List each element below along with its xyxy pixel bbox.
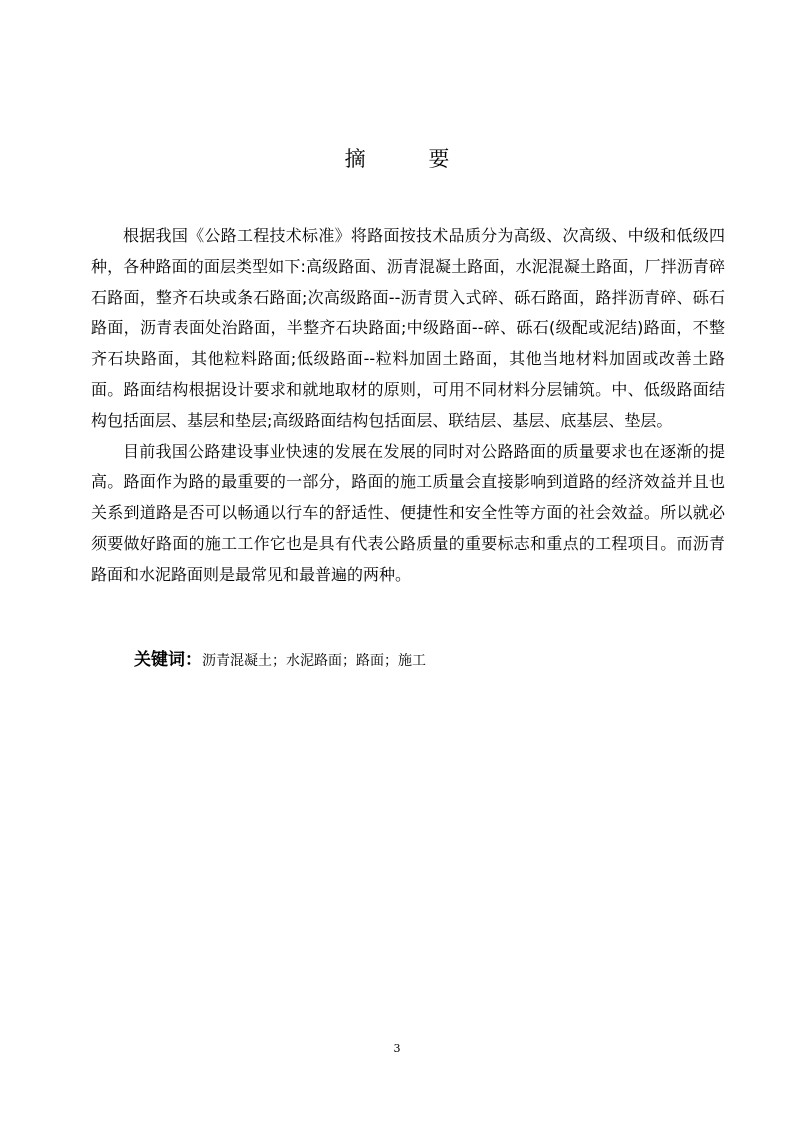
page-number: 3 (393, 1042, 401, 1055)
abstract-paragraph-2: 目前我国公路建设事业快速的发展在发展的同时对公路路面的质量要求也在逐渐的提高。路面作为路的最重要的一部分，路面的施工质量会直接影响到道路的经济效益并且也关系到道路是否可以畅通以行车的舒适性、便捷性和安全性等方面的社会效益。所以就必须要做好路面的施工工作它也是具有代表公路质量的重要标志和重点的工程项目。而沥青路面和水泥路面则是最常见和最普遍的两种。 (91, 441, 725, 584)
keywords-line (134, 647, 426, 674)
keywords-text: 沥青混凝土；水泥路面；路面；施工 (202, 653, 426, 669)
abstract-body (91, 221, 725, 591)
page-title: 摘 要 (344, 147, 478, 171)
abstract-paragraph-1: 根据我国《公路工程技术标准》将路面按技术品质分为高级、次高级、中级和低级四种，各种路面的面层类型如下:高级路面、沥青混凝土路面，水泥混凝土路面，厂拌沥青碎石路面，整齐石块或条石路面;次高级路面--沥青贯入式碎、砾石路面，路拌沥青碎、砾石路面，沥青表面处治路面，半整齐石块路面;中级路面--碎、砾石(级配或泥结)路面，不整齐石块路面，其他粒料路面;低级路面--粒料加固土路面，其他当地材料加固或改善土路面。路面结构根据设计要求和就地取材的原则，可用不同材料分层铺筑。中、低级路面结构包括面层、基层和垫层;高级路面结构包括面层、联结层、基层、底基层、垫层。 (91, 226, 725, 430)
keywords-label: 关键词： (134, 650, 202, 670)
